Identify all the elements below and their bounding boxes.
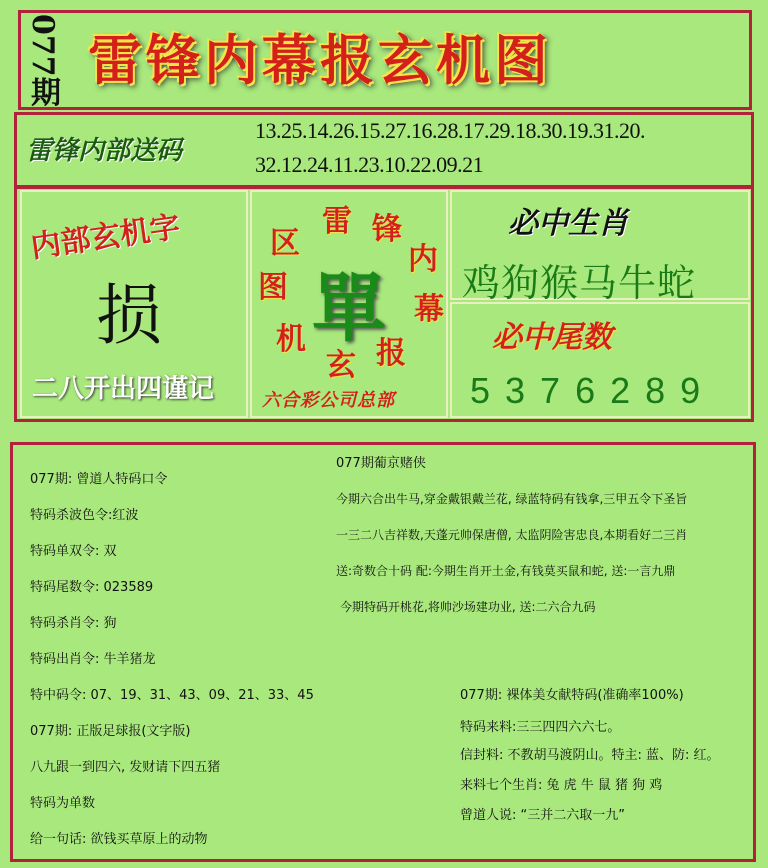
- info-right-line: 来料七个生肖: 兔 虎 牛 鼠 猪 狗 鸡: [460, 778, 663, 793]
- info-right-line: 一三二八吉祥数,天蓬元帅保唐僧, 太监阴险害忠良,本期看好二三肖: [336, 528, 688, 542]
- ring-char: 图: [258, 270, 288, 305]
- center-big-char: 單: [312, 266, 386, 352]
- ring-char: 内: [408, 242, 438, 277]
- ring-char: 报: [376, 336, 406, 371]
- codes-line-2: 32.12.24.11.23.10.22.09.21: [255, 152, 484, 177]
- info-left-line: 特码出肖令: 牛羊猪龙: [30, 652, 156, 667]
- ring-char: 幕: [414, 292, 444, 327]
- ring-char: 区: [270, 226, 300, 261]
- tail-label: 必中尾数: [492, 320, 612, 355]
- info-left-line: 特中码令: 07、19、31、43、09、21、33、45: [30, 688, 314, 703]
- info-right-line: 送:奇数合十码 配:今期生肖开土金,有钱莫买鼠和蛇, 送:一言九鼎: [336, 564, 676, 578]
- info-left-line: 特码单双令: 双: [30, 544, 117, 559]
- info-right-line: 信封料: 不教胡马渡阴山。特主: 蓝、防: 红。: [460, 748, 720, 763]
- ring-char: 玄: [326, 348, 356, 383]
- info-right-line: 特码来料:三三四四六六七。: [460, 720, 621, 735]
- info-right-line: 077期葡京赌侠: [336, 456, 426, 471]
- info-left-line: 特码杀波色令:红波: [30, 508, 139, 523]
- info-left-line: 特码尾数令: 023589: [30, 580, 154, 595]
- info-right-line: 今期特码开桃花,将帅沙场建功业, 送:二六合九码: [340, 600, 596, 614]
- company-label: 六合彩公司总部: [262, 390, 395, 411]
- info-right-line: 077期: 裸体美女献特码(准确率100%): [460, 688, 684, 703]
- zodiac-value: 鸡狗猴马牛蛇: [462, 261, 697, 305]
- tail-value: 5376289: [470, 370, 716, 411]
- inner-char-hint: 二八开出四谨记: [32, 374, 215, 404]
- ring-char: 机: [276, 322, 306, 357]
- info-right-line: 曾道人说: “三并二六取一九”: [460, 808, 625, 823]
- ring-char: 锋: [372, 212, 402, 247]
- ring-char: 雷: [322, 204, 352, 239]
- info-left-line: 给一句话: 欲钱买草原上的动物: [30, 832, 208, 847]
- info-left-line: 077期: 曾道人特码口令: [30, 472, 168, 487]
- inner-char: 损: [96, 277, 162, 354]
- info-right-line: 今期六合出牛马,穿金戴银戴兰花, 绿蓝特码有钱拿,三甲五令下圣旨: [336, 492, 688, 506]
- inner-char-label: 内部玄机字: [28, 209, 183, 266]
- info-left-line: 特码为单数: [30, 796, 96, 811]
- info-left-line: 八九跟一到四六, 发财请下四五猪: [30, 760, 221, 775]
- codes-line-1: 13.25.14.26.15.27.16.28.17.29.18.30.19.31.20.: [255, 118, 645, 143]
- codes-label: 雷锋内部送码: [26, 136, 183, 166]
- info-left-line: 077期: 正版足球报(文字版): [30, 724, 191, 739]
- info-left-line: 特码杀肖令: 狗: [30, 616, 117, 631]
- issue-number: 077期: [25, 14, 60, 107]
- zodiac-label: 必中生肖: [508, 206, 628, 241]
- page-title: 雷锋内幕报玄机图: [88, 29, 552, 92]
